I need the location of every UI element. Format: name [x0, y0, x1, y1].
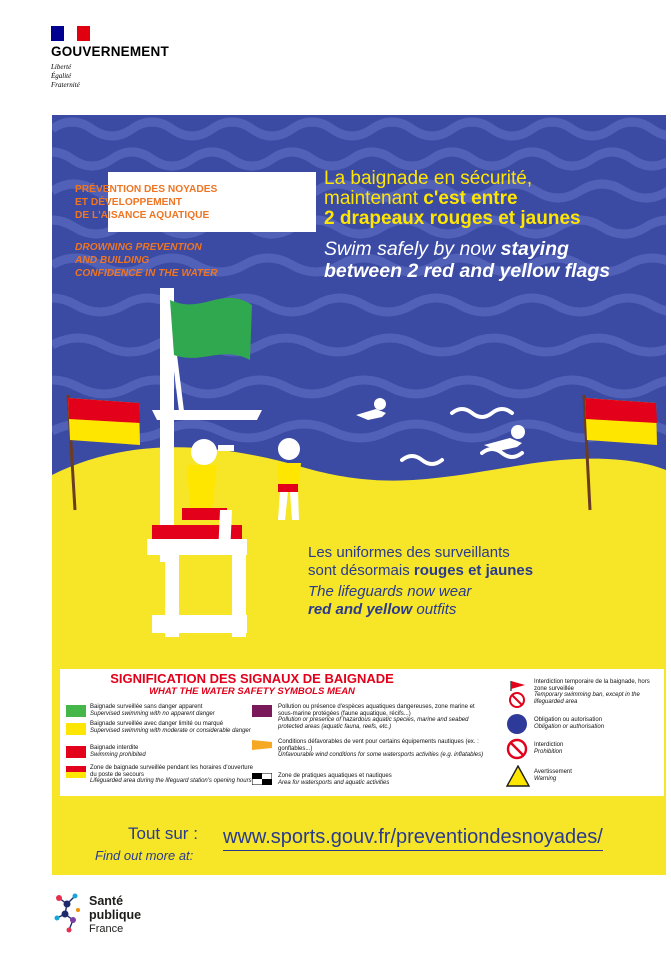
warning-triangle-icon	[506, 765, 530, 787]
legend-item: Interdiction temporaire de la baignade, hors zone surveillée Temporary swimming ban, except in the lifeguarded area	[534, 679, 650, 705]
headline-fr: La baignade en sécurité, maintenant c'est entre 2 drapeaux rouges et jaunes	[324, 168, 581, 229]
more-info-label-en: Find out more at:	[95, 848, 194, 863]
legend-item: Conditions défavorables de vent pour certains équipements nautiques (ex. : gonflables...) Unfavourable wind conditions for some watersports activities (e.g. inflatables)	[278, 739, 484, 759]
legend-item: Baignade surveillée avec danger limité ou marqué Supervised swimming with moderate or considerable danger	[90, 721, 251, 734]
sante-publique-logo-text: Santé publique	[89, 894, 142, 922]
no-swimming-icon	[506, 679, 528, 709]
green-flag-icon	[66, 705, 86, 717]
sante-publique-logo-france: France	[89, 923, 124, 935]
legend-item: Zone de baignade surveillée pendant les horaires d'ouverture du poste de secours Lifeguarded area during the lifeguard station's opening hours	[90, 765, 253, 785]
legend-title: SIGNIFICATION DES SIGNAUX DE BAIGNADE	[110, 671, 394, 686]
republic-flag-icon	[51, 26, 90, 41]
signals-legend	[60, 669, 664, 796]
orange-windsock-icon	[252, 739, 272, 751]
legend-item: Interdiction Prohibition	[534, 742, 564, 755]
yellow-flag-icon	[66, 723, 86, 735]
government-title: GOUVERNEMENT	[51, 44, 169, 59]
legend-item: Avertissement Warning	[534, 769, 572, 782]
blue-circle-icon	[506, 713, 528, 735]
red-yellow-flag-icon	[66, 766, 86, 778]
sante-publique-logo-icon	[51, 884, 85, 940]
purple-flag-icon	[252, 705, 272, 717]
legend-item: Baignade interdite Swimming prohibited	[90, 745, 146, 758]
theme-title-fr: PRÉVENTION DES NOYADES ET DÉVELOPPEMENT DE L'AISANCE AQUATIQUE	[75, 184, 218, 221]
legend-item: Zone de pratiques aquatiques et nautiques Area for watersports and aquatic activities	[278, 773, 392, 786]
uniform-text-fr: Les uniformes des surveillants sont désormais rouges et jaunes	[308, 544, 534, 579]
uniform-text-en: The lifeguards now wear red and yellow outfits	[308, 583, 472, 618]
legend-item: Baignade surveillée sans danger apparent Supervised swimming with no apparent danger	[90, 704, 215, 717]
more-info-label-fr: Tout sur :	[128, 824, 198, 843]
red-flag-icon	[66, 746, 86, 758]
legend-item: Pollution ou présence d'espèces aquatiques dangereuses, zone marine et sous-marine protégées (faune aquatique, récifs...) Pollution or presence of hazardous aquatic species, marine and seabed protected areas (aquatic fauna, reefs, etc.)	[278, 704, 475, 730]
prohibition-icon	[506, 738, 528, 760]
checkered-flag-icon	[252, 773, 272, 785]
headline-en: Swim safely by now staying between 2 red and yellow flags	[324, 238, 611, 282]
government-motto: Liberté Égalité Fraternité	[51, 63, 80, 89]
legend-item: Obligation ou autorisation Obligation or authorisation	[534, 717, 605, 730]
legend-subtitle: WHAT THE WATER SAFETY SYMBOLS MEAN	[149, 686, 355, 697]
website-link[interactable]: www.sports.gouv.fr/preventiondesnoyades/	[223, 826, 603, 851]
theme-title-en: DROWNING PREVENTION AND BUILDING CONFIDENCE IN THE WATER	[75, 242, 218, 279]
